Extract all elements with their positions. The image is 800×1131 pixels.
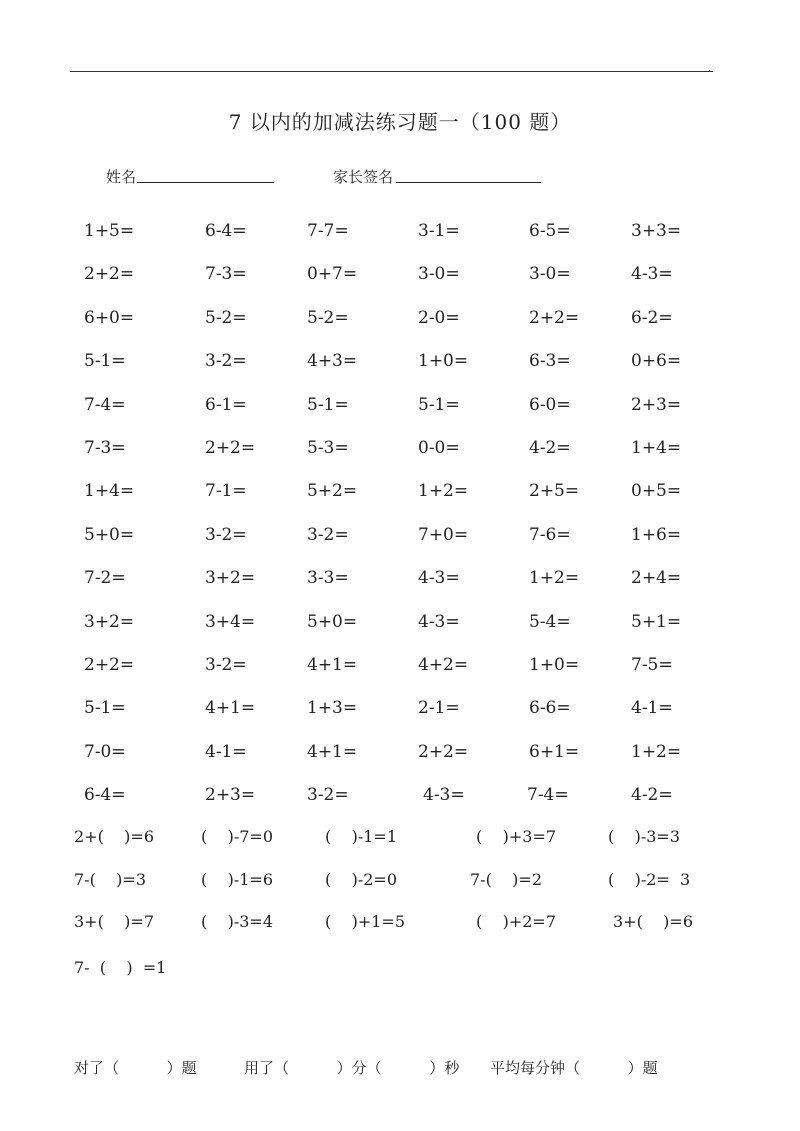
- problem-item: 1+4=: [84, 481, 135, 501]
- fill-in-item: 7-( )=2: [470, 870, 542, 889]
- fill-in-item: 3+( )=7: [74, 912, 154, 931]
- problem-item: 6+0=: [84, 308, 135, 328]
- problem-item: 3-0=: [418, 264, 460, 284]
- problem-item: 4+1=: [307, 742, 358, 762]
- fill-in-item: 7- ( ) =1: [74, 958, 167, 977]
- footer-time-used: 用了（ ）分（ ）秒: [244, 1059, 460, 1077]
- problem-item: 7-0=: [84, 742, 126, 762]
- problem-item: 7-4=: [527, 785, 569, 805]
- problem-item: 6-4=: [84, 785, 126, 805]
- problem-item: 4+1=: [205, 698, 256, 718]
- problem-item: 7+0=: [418, 525, 469, 545]
- problem-item: 4-1=: [631, 698, 673, 718]
- problem-item: 5-4=: [529, 612, 571, 632]
- fill-in-item: ( )-3=3: [608, 827, 680, 846]
- problem-item: 0-0=: [418, 438, 460, 458]
- footer-correct: 对了（ ）题: [74, 1059, 197, 1077]
- problem-item: 5-3=: [307, 438, 349, 458]
- problem-item: 2+4=: [631, 568, 682, 588]
- problem-item: 1+3=: [307, 698, 358, 718]
- problem-item: 1+0=: [418, 351, 469, 371]
- name-field: [106, 166, 136, 187]
- problem-item: 5+0=: [84, 525, 135, 545]
- problem-item: 3-1=: [418, 221, 460, 241]
- fill-in-item: ( )-1=1: [325, 827, 397, 846]
- problem-item: 1+6=: [631, 525, 682, 545]
- problem-item: 3-0=: [529, 264, 571, 284]
- fill-in-item: 7-( )=3: [74, 870, 146, 889]
- top-rule: [70, 71, 713, 72]
- problem-item: 3+2=: [205, 568, 256, 588]
- problem-item: 0+5=: [631, 481, 682, 501]
- problem-item: 7-1=: [205, 481, 247, 501]
- problem-item: 3+3=: [631, 221, 682, 241]
- problem-item: 4+2=: [418, 655, 469, 675]
- problem-item: 7-7=: [307, 221, 349, 241]
- problem-item: 5-1=: [84, 351, 126, 371]
- problem-item: 4-3=: [418, 612, 460, 632]
- problem-item: 6-6=: [529, 698, 571, 718]
- problem-item: 2+3=: [205, 785, 256, 805]
- problem-item: 7-5=: [631, 655, 673, 675]
- fill-in-item: ( )+2=7: [476, 912, 556, 931]
- problem-item: 0+6=: [631, 351, 682, 371]
- problem-item: 6-4=: [205, 221, 247, 241]
- fill-in-item: 2+( )=6: [74, 827, 154, 846]
- problem-item: 5+0=: [307, 612, 358, 632]
- corner-mark: .: [708, 64, 711, 73]
- problem-item: 3-2=: [307, 525, 349, 545]
- problem-item: 4+3=: [307, 351, 358, 371]
- problem-item: 4-2=: [529, 438, 571, 458]
- problem-item: 2-1=: [418, 698, 460, 718]
- problem-item: 3+4=: [205, 612, 256, 632]
- parent-sign-label: 家长签名: [333, 168, 394, 186]
- problem-item: 5+1=: [631, 612, 682, 632]
- problem-item: 6-1=: [205, 395, 247, 415]
- fill-in-item: ( )-3=4: [201, 912, 273, 931]
- problem-item: 2+2=: [84, 264, 135, 284]
- problem-item: 3-2=: [205, 351, 247, 371]
- footer-avg-per-min: 平均每分钟（ ）题: [490, 1059, 658, 1077]
- problem-item: 4-1=: [205, 742, 247, 762]
- problem-item: 2+2=: [529, 308, 580, 328]
- fill-in-item: ( )+1=5: [325, 912, 405, 931]
- parent-sign-line: [396, 182, 541, 183]
- problem-item: 6-3=: [529, 351, 571, 371]
- problem-item: 4-3=: [423, 785, 465, 805]
- problem-item: 5-1=: [418, 395, 460, 415]
- page-title: 7 以内的加减法练习题一（100 题）: [228, 110, 572, 134]
- problem-item: 7-4=: [84, 395, 126, 415]
- name-label: 姓名: [106, 168, 137, 186]
- problem-item: 1+5=: [84, 221, 135, 241]
- fill-in-item: 3+( )=6: [613, 912, 693, 931]
- problem-item: 2+2=: [205, 438, 256, 458]
- problem-item: 7-3=: [84, 438, 126, 458]
- problem-item: 6-0=: [529, 395, 571, 415]
- parent-sign-field: [333, 166, 393, 187]
- problem-item: 4-2=: [631, 785, 673, 805]
- problem-item: 7-2=: [84, 568, 126, 588]
- fill-in-item: ( )-2=0: [325, 870, 397, 889]
- fill-in-item: ( )-2= 3: [608, 870, 691, 889]
- problem-item: 1+0=: [529, 655, 580, 675]
- problem-item: 1+2=: [631, 742, 682, 762]
- problem-item: 1+4=: [631, 438, 682, 458]
- problem-item: 6+1=: [529, 742, 580, 762]
- problem-item: 2+5=: [529, 481, 580, 501]
- problem-item: 2+2=: [418, 742, 469, 762]
- problem-item: 2+3=: [631, 395, 682, 415]
- problem-item: 3+2=: [84, 612, 135, 632]
- problem-item: 5-1=: [307, 395, 349, 415]
- problem-item: 5-2=: [205, 308, 247, 328]
- problem-item: 4+1=: [307, 655, 358, 675]
- problem-item: 0+7=: [307, 264, 358, 284]
- problem-item: 4-3=: [418, 568, 460, 588]
- fill-in-item: ( )-1=6: [201, 870, 273, 889]
- problem-item: 1+2=: [529, 568, 580, 588]
- problem-item: 6-5=: [529, 221, 571, 241]
- problem-item: 1+2=: [418, 481, 469, 501]
- problem-item: 6-2=: [631, 308, 673, 328]
- problem-item: 3-2=: [205, 655, 247, 675]
- problem-item: 3-2=: [205, 525, 247, 545]
- problem-item: 7-6=: [529, 525, 571, 545]
- problem-item: 5-1=: [84, 698, 126, 718]
- problem-item: 5+2=: [307, 481, 358, 501]
- problem-item: 3-2=: [307, 785, 349, 805]
- problem-item: 2-0=: [418, 308, 460, 328]
- problem-item: 3-3=: [307, 568, 349, 588]
- problem-item: 7-3=: [205, 264, 247, 284]
- problem-item: 4-3=: [631, 264, 673, 284]
- problem-item: 2+2=: [84, 655, 135, 675]
- problem-item: 5-2=: [307, 308, 349, 328]
- name-line: [137, 182, 274, 183]
- fill-in-item: ( )-7=0: [201, 827, 273, 846]
- fill-in-item: ( )+3=7: [476, 827, 556, 846]
